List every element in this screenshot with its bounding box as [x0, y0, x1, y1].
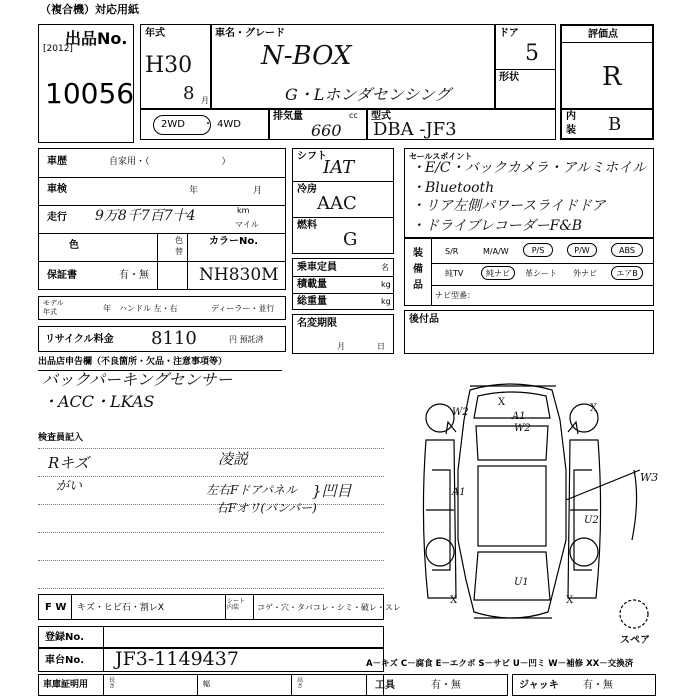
inspector-notes-label: 検査員記入	[38, 433, 84, 443]
certificate-length: 長さ	[109, 677, 116, 690]
equip-abs: ABS	[611, 243, 643, 257]
chassis-value: JF3-1149437	[115, 648, 239, 670]
inspection-month-unit: 月	[253, 186, 263, 196]
car-grade-value: G・Lホンダセンシング	[285, 85, 451, 104]
capacity-unit: 名	[381, 263, 389, 272]
displacement-label: 排気量	[273, 111, 303, 122]
legend-items: キズ・ヒビ石・割レX	[77, 603, 164, 613]
aircon-label: 冷房	[297, 184, 317, 195]
recycle-label: リサイクル料金	[45, 334, 114, 345]
history-text: 自家用・（ ）	[109, 157, 231, 167]
lot-number: 10056	[45, 77, 135, 110]
shift-value: IAT	[323, 157, 355, 178]
door-label: ドア	[499, 28, 519, 39]
inspection-label: 車検	[47, 184, 67, 195]
rating-value: R	[602, 62, 622, 92]
mark-w2-left: W2	[452, 407, 469, 418]
year-month-value: 8	[183, 83, 195, 104]
aircon-value: AAC	[317, 193, 357, 214]
displacement-value: 660	[311, 121, 342, 140]
displacement-box	[268, 108, 368, 140]
car-name-box	[210, 24, 496, 110]
interior-value: B	[608, 114, 622, 135]
mark-a1-left: A1	[452, 487, 466, 498]
certificate-height: 高さ	[297, 677, 304, 690]
certificate-row	[38, 674, 384, 696]
tools-label: 工具	[375, 680, 395, 691]
fuel-value: G	[343, 229, 358, 250]
jack-box	[512, 674, 656, 696]
mark-a1-top: A1	[512, 411, 526, 422]
equip-airbag: エアB	[611, 266, 643, 280]
mark-x-2: X	[590, 403, 598, 414]
capacity-label: 乗車定員	[297, 262, 337, 273]
warranty-label: 保証書	[47, 270, 77, 281]
jack-label: ジャッキ	[519, 680, 559, 691]
equip-ext-navi: 外ナビ	[573, 269, 597, 278]
registration-label: 登録No.	[45, 632, 85, 643]
equip-navi: 純ナビ	[481, 266, 515, 280]
capacity-box	[292, 258, 394, 310]
gross-label: 総重量	[297, 296, 327, 307]
model-row-year-unit: 年	[103, 304, 111, 313]
drive-box	[140, 108, 270, 140]
load-unit: kg	[381, 280, 391, 289]
chassis-label: 車台No.	[45, 655, 85, 666]
name-change-label: 名変期限	[297, 318, 337, 329]
door-box	[494, 24, 556, 110]
post-fit-box	[404, 310, 654, 354]
mark-x-4: X	[566, 595, 574, 606]
rating-box	[560, 24, 654, 110]
legend-row	[38, 594, 401, 620]
interior-label-1: 内	[566, 111, 576, 122]
equipment-label-3: 品	[413, 280, 423, 291]
spare-label: スペア	[620, 635, 650, 646]
equipment-label-2: 備	[413, 264, 423, 275]
exhibitor-note-line-2: ・ACC・LKAS	[42, 392, 155, 411]
legend-stain: コゲ・穴・タバコレ・シミ・破レ・スレ	[257, 603, 401, 612]
name-change-day: 日	[377, 342, 385, 351]
gross-unit: kg	[381, 297, 391, 306]
recycle-unit: 円 預託済	[229, 335, 264, 344]
chassis-row	[38, 648, 384, 672]
exhibitor-notes-label: 出品店申告欄（不良箇所・欠品・注意事項等）	[38, 357, 228, 367]
registration-row	[38, 626, 384, 648]
equip-maw: M/A/W	[483, 247, 509, 256]
drive-2wd: 2WD	[161, 119, 185, 130]
color-label-2b: 替	[175, 247, 183, 256]
drive-sep: ・	[203, 119, 213, 130]
mileage-value: 9万8千7百7十4	[95, 208, 196, 224]
inspector-note-1: Rキズ	[48, 454, 89, 472]
mark-x-3: X	[450, 595, 458, 606]
year-label: 年式	[145, 28, 165, 39]
drive-4wd: 4WD	[217, 119, 241, 130]
mark-u1: U1	[514, 577, 529, 588]
mark-u2: U2	[584, 515, 599, 526]
exhibitor-note-line-1: バックパーキングセンサー	[42, 370, 233, 389]
year-month-unit: 月	[201, 96, 209, 105]
sales-point-line-1: ・E/C・バックカメラ・アルミホイル	[411, 160, 647, 176]
equip-leather: 革シート	[525, 269, 557, 278]
color-label: 色	[69, 240, 79, 251]
lot-year-tag: [2012]	[43, 44, 73, 54]
model-row-handle: ハンドル 左・右	[119, 304, 178, 313]
equip-sr: S/R	[445, 247, 459, 256]
door-value: 5	[525, 41, 539, 66]
inspector-note-5: 右Fオリ(バンパー)	[216, 501, 317, 515]
rating-label: 評価点	[588, 29, 618, 40]
fuel-label: 燃料	[297, 220, 317, 231]
sales-point-line-2: ・Bluetooth	[411, 180, 495, 196]
mark-w2-top: W2	[514, 423, 531, 434]
jack-options: 有・無	[583, 680, 613, 691]
lot-label: 出品No.	[65, 29, 128, 48]
certificate-width: 幅	[203, 680, 210, 688]
model-code-label: 型式	[371, 111, 391, 122]
mileage-label: 走行	[47, 212, 67, 223]
name-change-month: 月	[337, 342, 345, 351]
sales-points-box	[404, 148, 654, 238]
equipment-label-1: 装	[413, 248, 423, 259]
shape-label: 形状	[499, 72, 519, 83]
legend-fw: F W	[45, 602, 67, 613]
equipment-box	[404, 238, 654, 306]
interior-label-2: 装	[566, 125, 576, 136]
recycle-value: 8110	[151, 328, 197, 349]
tools-box	[366, 674, 508, 696]
model-code-box	[366, 108, 556, 140]
car-name-value: N-BOX	[261, 41, 352, 71]
inspection-year-unit: 年	[189, 186, 199, 196]
color-no-value: NH830M	[199, 265, 279, 285]
history-label: 車歴	[47, 156, 67, 167]
mileage-unit-mile: マイル	[235, 220, 259, 229]
sales-point-line-3: ・リア左側パワースライドドア	[411, 198, 606, 214]
inspector-note-4: 左右Fドアパネル	[206, 483, 298, 497]
car-name-label: 車名・グレード	[215, 28, 285, 39]
interior-box	[560, 108, 654, 140]
equip-tv: 純TV	[445, 269, 464, 278]
inspector-note-2: がい	[56, 479, 83, 494]
sales-point-line-4: ・ドライブレコーダーF&B	[411, 218, 583, 234]
header-note: （複合機）対応用紙	[40, 3, 139, 16]
legend-seat: シート 内装	[227, 598, 246, 611]
color-no-label: カラーNo.	[209, 236, 259, 247]
equip-ps: P/S	[523, 243, 553, 257]
mark-x-1: X	[498, 397, 506, 408]
year-era-value: H30	[145, 53, 193, 78]
warranty-options: 有・無	[119, 270, 149, 281]
model-row-label-b: 年式	[43, 308, 57, 316]
displacement-unit: cc	[349, 111, 358, 120]
inspector-note-suffix: }凹目	[312, 482, 352, 500]
shift-box	[292, 148, 394, 254]
shift-label: シフト	[297, 151, 327, 162]
tools-options: 有・無	[431, 680, 461, 691]
equip-pw: P/W	[567, 243, 597, 257]
recycle-row	[38, 326, 286, 352]
color-label-2a: 色	[175, 236, 183, 245]
name-change-box	[292, 314, 394, 354]
navi-model-label: ナビ型番：	[435, 291, 475, 300]
model-row-label-a: モデル	[43, 299, 64, 307]
legend-codes: A－キズ C－腐食 E－エクボ S－サビ U－凹ミ W－補修 XX－交換済	[366, 659, 634, 669]
model-code-value: DBA -JF3	[373, 119, 457, 140]
load-label: 積載量	[297, 279, 327, 290]
lot-box	[38, 24, 134, 143]
inspector-note-3: 凌説	[218, 450, 249, 468]
sales-points-label: セールスポイント	[409, 152, 473, 161]
year-box	[140, 24, 212, 110]
post-fit-label: 後付品	[409, 314, 439, 325]
mark-w3: W3	[640, 471, 659, 484]
mileage-unit-km: km	[237, 206, 250, 215]
vehicle-info-table	[38, 148, 286, 290]
certificate-label: 車庫証明用	[43, 680, 89, 690]
model-row-dealer: ディーラー・並行	[211, 304, 275, 313]
model-year-row	[38, 296, 286, 320]
